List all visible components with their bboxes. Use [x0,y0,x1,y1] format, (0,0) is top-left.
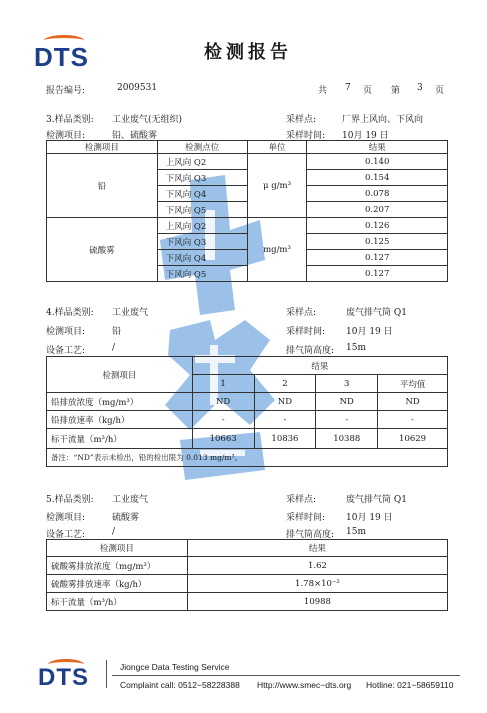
sec4-site-label: 采样点: [286,308,317,318]
sec3-group-lead: 铅 [47,154,158,218]
page-unit-2: 页 [435,86,445,96]
sec3-time-value: 10月 19 日 [342,131,389,141]
sec5-time-value: 10月 19 日 [346,513,393,523]
table-cell: ND [192,393,254,411]
sec5-header-result: 结果 [187,540,447,557]
footer-complaint: Complaint call: 0512−58228388 [120,680,240,690]
table-cell: - [254,411,316,429]
table-cell: 1.78×10⁻² [187,575,447,593]
sec4-category-label: 4.样品类别: [46,308,94,318]
sec3-header-unit: 单位 [247,141,307,154]
sec3-category-value: 工业废气(无组织) [112,115,183,125]
table-row-result: 0.154 [307,170,448,186]
table-row-result: 0.125 [307,234,448,250]
footer-hotline: Hotline: 021−58659110 [366,680,454,690]
table-row-result: 0.127 [307,250,448,266]
sec5-height-label: 排气筒高度: [286,530,335,540]
table-row-result: 0.207 [307,202,448,218]
sec3-header-item: 检测项目 [47,141,158,154]
sec3-table [46,140,448,282]
sec4-time-label: 采样时间: [286,327,326,337]
footer-divider [106,660,107,688]
sec5-table [46,539,448,611]
sec5-height-value: 15m [346,527,366,537]
sec3-item-value: 铅、硫酸雾 [112,131,158,141]
sec4-height-label: 排气筒高度: [286,346,335,356]
sec4-category-value: 工业废气 [112,308,149,318]
footer-rule [112,675,460,676]
report-no: 2009531 [117,83,158,93]
table-row-point: 上风向 Q2 [157,218,247,234]
table-row-name: 铅排放浓度（mg/m³） [47,393,193,411]
sec4-note: 备注：“ND”表示未检出，铅的检出限为 0.013 mg/m³。 [47,449,448,467]
sec5-process-label: 设备工艺: [46,530,86,540]
sec5-site-value: 废气排气筒 Q1 [346,495,407,505]
sec4-col-avg: 平均值 [378,375,448,393]
table-row-point: 下风向 Q4 [157,250,247,266]
page-cur: 3 [417,83,423,93]
sec4-col-3: 3 [316,375,378,393]
page-cur-pre: 第 [391,86,401,96]
page-unit-1: 页 [363,86,373,96]
table-cell: ND [316,393,378,411]
footer-company: Jiongce Data Testing Service [120,662,230,672]
table-cell: - [378,411,448,429]
sec5-site-label: 采样点: [286,495,317,505]
table-row-point: 下风向 Q4 [157,186,247,202]
sec4-height-value: 15m [346,343,366,353]
sec5-header-item: 检测项目 [47,540,188,557]
page-total-pre: 共 [318,86,328,96]
table-row-point: 下风向 Q5 [157,266,247,282]
sec4-col-1: 1 [192,375,254,393]
table-row-name: 硫酸雾排放速率（kg/h） [47,575,188,593]
sec4-site-value: 废气排气筒 Q1 [346,308,407,318]
sec5-time-label: 采样时间: [286,513,326,523]
sec4-header-item: 检测项目 [47,357,193,393]
sec3-group-sulfuric: 硫酸雾 [47,218,158,282]
table-row-point: 上风向 Q2 [157,154,247,170]
table-cell: ND [378,393,448,411]
sec4-col-2: 2 [254,375,316,393]
table-cell: - [192,411,254,429]
table-row-name: 标干流量（m³/h） [47,429,193,449]
sec5-category-label: 5.样品类别: [46,495,94,505]
sec3-category-label: 3.样品类别: [46,115,94,125]
sec3-unit-lead: μ g/m³ [247,154,307,218]
table-cell: - [316,411,378,429]
sec4-time-value: 10月 19 日 [346,327,393,337]
table-row-point: 下风向 Q3 [157,170,247,186]
sec5-category-value: 工业废气 [112,495,149,505]
sec4-item-value: 铅 [112,327,122,337]
sec3-site-value: 厂界上风向、下风向 [342,115,424,125]
table-cell: 10629 [378,429,448,449]
table-row-result: 0.140 [307,154,448,170]
footer-logo: DTS [38,664,89,691]
sec3-site-label: 采样点: [286,115,317,125]
footer-website: Http://www.smec−dts.org [257,680,352,690]
sec3-item-label: 检测项目: [46,131,86,141]
table-row-name: 硫酸雾排放浓度（mg/m³） [47,557,188,575]
sec4-process-label: 设备工艺: [46,346,86,356]
table-cell: ND [254,393,316,411]
sec3-time-label: 采样时间: [286,131,326,141]
table-cell: 10663 [192,429,254,449]
sec5-process-value: / [112,527,116,537]
sec3-header-result: 结果 [307,141,448,154]
table-row-point: 下风向 Q5 [157,202,247,218]
sec4-table [46,356,448,467]
table-row-point: 下风向 Q3 [157,234,247,250]
table-row-result: 0.127 [307,266,448,282]
page-title: 检测报告 [204,42,292,63]
table-row-name: 标干流量（m³/h） [47,593,188,611]
table-cell: 10988 [187,593,447,611]
header-logo: DTS [34,42,89,72]
sec4-process-value: / [112,343,116,353]
sec5-item-value: 硫酸雾 [112,513,140,523]
table-cell: 10836 [254,429,316,449]
sec3-unit-sulfuric: mg/m³ [247,218,307,282]
table-row-result: 0.078 [307,186,448,202]
sec5-item-label: 检测项目: [46,513,86,523]
sec3-header-point: 检测点位 [157,141,247,154]
table-cell: 10388 [316,429,378,449]
report-no-label: 报告编号: [46,86,86,96]
sec4-header-result: 结果 [192,357,447,375]
table-cell: 1.62 [187,557,447,575]
page-total: 7 [345,83,351,93]
table-row-result: 0.126 [307,218,448,234]
table-row-name: 铅排放速率（kg/h） [47,411,193,429]
sec4-item-label: 检测项目: [46,327,86,337]
